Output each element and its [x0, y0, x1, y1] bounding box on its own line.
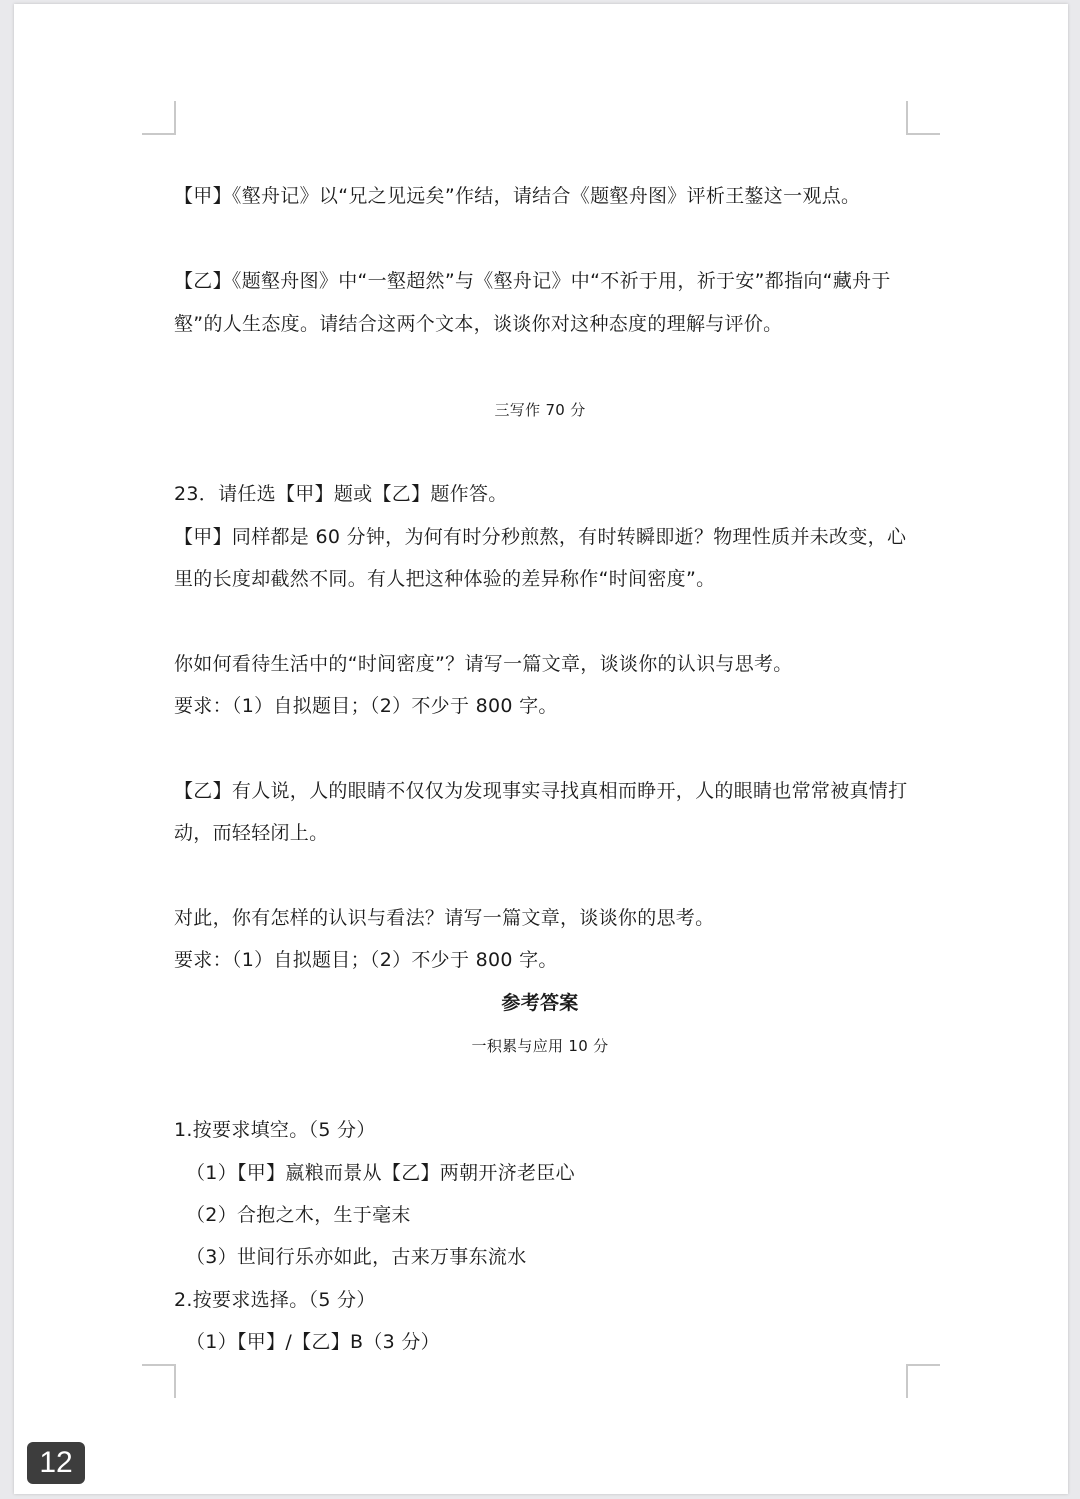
prompt-yi-line-2: 动，而轻轻闭上。 [174, 822, 329, 844]
answer-key-title: 参考答案 [501, 992, 579, 1014]
crop-mark-top-right [906, 101, 940, 135]
crop-mark-top-left [142, 101, 176, 135]
section-heading-writing: 三写作 70 分 [494, 401, 586, 419]
question-yi-prompt-line-1: 【乙】《题壑舟图》中“一壑超然”与《壑舟记》中“不祈于用，祈于安”都指向“藏舟于 [174, 270, 891, 292]
question-jia-prompt: 【甲】《壑舟记》以“兄之见远矣”作结，请结合《题壑舟图》评析王鏊这一观点。 [174, 185, 861, 207]
prompt-yi-task: 对此，你有怎样的认识与看法？请写一篇文章，谈谈你的思考。 [174, 907, 715, 929]
prompt-jia-line-1: 【甲】同样都是 60 分钟，为何有时分秒煎熬，有时转瞬即逝？物理性质并未改变，心 [174, 526, 907, 548]
page-number-badge: 12 [27, 1442, 85, 1484]
answer-2-item-1: （1）【甲】/【乙】B（3 分） [186, 1331, 440, 1353]
question-23-instruction: 23．请任选【甲】题或【乙】题作答。 [174, 483, 508, 505]
prompt-jia-requirements: 要求：（1）自拟题目；（2）不少于 800 字。 [174, 695, 558, 717]
prompt-jia-task: 你如何看待生活中的“时间密度”？请写一篇文章，谈谈你的认识与思考。 [174, 653, 793, 675]
answer-2-heading: 2.按要求选择。（5 分） [174, 1289, 376, 1311]
document-page [14, 4, 1068, 1494]
answer-1-item-2: （2）合抱之木，生于毫末 [186, 1204, 411, 1226]
crop-mark-bottom-right [906, 1364, 940, 1398]
answer-1-item-1: （1）【甲】嬴粮而景从【乙】两朝开济老臣心 [186, 1162, 575, 1184]
prompt-yi-line-1: 【乙】有人说，人的眼睛不仅仅为发现事实寻找真相而睁开，人的眼睛也常常被真情打 [174, 780, 908, 802]
crop-mark-bottom-left [142, 1364, 176, 1398]
prompt-jia-line-2: 里的长度却截然不同。有人把这种体验的差异称作“时间密度”。 [174, 568, 716, 590]
prompt-yi-requirements: 要求：（1）自拟题目；（2）不少于 800 字。 [174, 949, 558, 971]
answer-1-heading: 1.按要求填空。（5 分） [174, 1119, 376, 1141]
answer-1-item-3: （3）世间行乐亦如此，古来万事东流水 [186, 1246, 527, 1268]
question-yi-prompt-line-2: 壑”的人生态度。请结合这两个文本，谈谈你对这种态度的理解与评价。 [174, 313, 783, 335]
section-heading-accumulation: 一积累与应用 10 分 [471, 1037, 609, 1055]
